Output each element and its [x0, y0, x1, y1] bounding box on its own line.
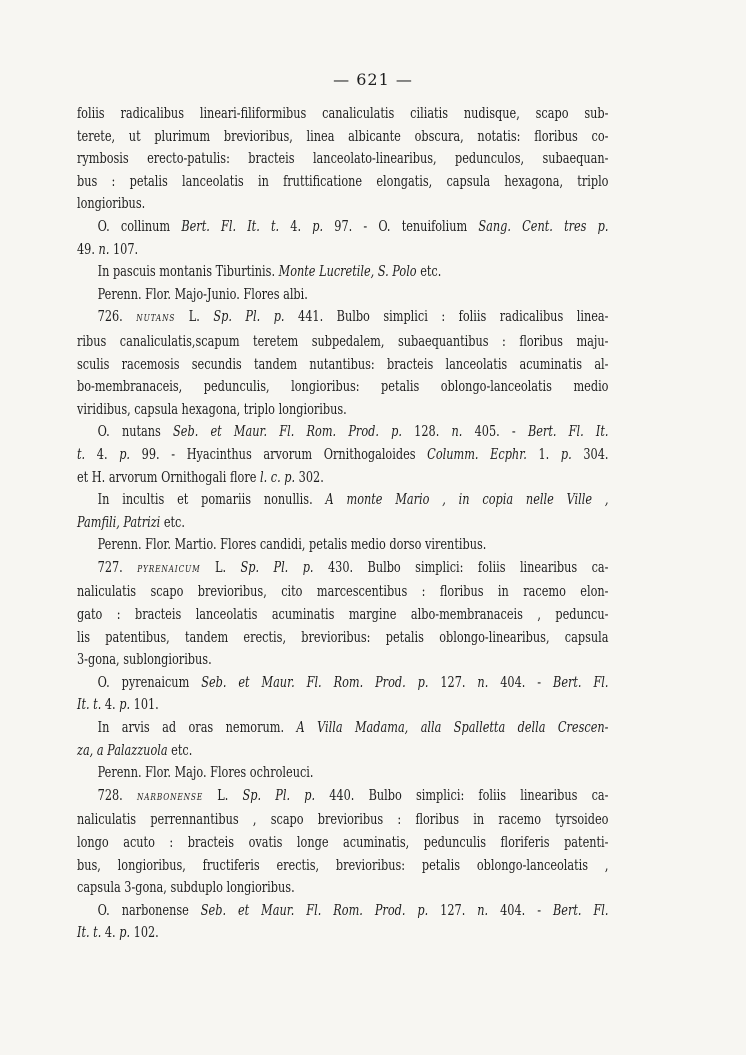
text-line — [77, 900, 608, 923]
text-line — [77, 306, 608, 331]
text-run: 128. — [401, 423, 452, 441]
text-run: 3-gona, sublongioribus. — [77, 651, 212, 669]
text-run: etc. — [416, 263, 442, 281]
text-line — [77, 785, 608, 810]
smallcaps-run: NARBONENSE — [136, 791, 204, 803]
text-line — [77, 239, 608, 262]
text-line — [77, 354, 608, 377]
text-line — [77, 467, 608, 490]
text-run: O. collinum — [97, 217, 182, 235]
text-line — [77, 216, 608, 239]
text-line — [77, 557, 608, 582]
italic-run: Bert. Fl. It. t. — [181, 217, 280, 235]
text-run: bus, longioribus, fructiferis erectis, brevioribus: petalis oblongo-lanceolatis , — [77, 856, 609, 874]
italic-run: Sang. Cent. tres p. — [478, 217, 609, 235]
text-run: L. — [200, 558, 241, 576]
text-line — [77, 604, 608, 627]
italic-run: It. t. — [77, 696, 102, 714]
text-run: 49. — [77, 240, 99, 258]
text-run: 405. - — [462, 423, 528, 441]
text-run: longioribus. — [77, 195, 146, 213]
text-run: Perenn. Flor. Majo-Junio. Flores albi. — [97, 285, 308, 303]
italic-run: t. — [77, 445, 86, 463]
italic-run: p. — [560, 445, 572, 463]
text-run: et H. arvorum Ornithogali flore — [77, 468, 260, 486]
italic-run: Seb. et Maur. Fl. Rom. Prod. p. — [200, 901, 429, 919]
text-run: 430. Bulbo simplici: foliis linearibus ca- — [313, 558, 609, 576]
text-line — [77, 534, 608, 557]
text-run: Perenn. Flor. Martio. Flores candidi, petalis medio dorso virentibus. — [97, 536, 487, 554]
text-run: viridibus, capsula hexagona, triplo longioribus. — [77, 400, 347, 418]
text-run: 304. — [571, 445, 609, 463]
italic-run: A monte Mario , in copia nelle Ville , — [325, 491, 609, 509]
italic-run: n. — [451, 423, 463, 441]
text-run: 4. — [279, 217, 313, 235]
text-run: Perenn. Flor. Majo. Flores ochroleuci. — [97, 764, 314, 782]
text-run: 102. — [130, 924, 159, 942]
italic-run: n. — [477, 901, 489, 919]
text-line — [77, 103, 608, 126]
text-run: foliis radicalibus lineari-filiformibus canaliculatis ciliatis nudisque, scapo sub- — [77, 105, 609, 122]
text-line — [77, 717, 608, 740]
text-run: naliculatis scapo brevioribus, cito marcescentibus : floribus in racemo elon- — [77, 583, 609, 601]
text-line — [77, 193, 608, 216]
text-run: capsula 3-gona, subduplo longioribus. — [77, 879, 295, 897]
text-line — [77, 855, 608, 878]
text-line — [77, 489, 608, 512]
text-line — [77, 444, 608, 467]
text-run: 727. — [97, 558, 138, 576]
text-line — [77, 672, 608, 695]
italic-run: Sp. Pl. p. — [240, 558, 314, 576]
text-line — [77, 421, 608, 444]
italic-run: Seb. et Maur. Fl. Rom. Prod. p. — [201, 673, 429, 691]
italic-run: It. t. — [77, 924, 102, 942]
text-run: ribus canaliculatis,scapum teretem subpedalem, subaequantibus : floribus maju- — [77, 332, 609, 350]
italic-run: Monte Lucretile, S. Polo — [278, 263, 417, 281]
text-run: etc. — [160, 513, 185, 531]
text-run: O. pyrenaicum — [97, 673, 202, 691]
text-run: L. — [203, 786, 243, 804]
italic-run: l. c. p. — [259, 468, 296, 486]
text-line — [77, 512, 608, 535]
text-run: bus : petalis lanceolatis in fruttificatione elongatis, capsula hexagona, triplo — [77, 172, 609, 190]
text-run: 101. — [130, 696, 159, 714]
italic-run: p. — [312, 217, 324, 235]
text-line — [77, 762, 608, 785]
text-line — [77, 126, 608, 149]
text-run: 728. — [97, 786, 137, 804]
text-line — [77, 261, 608, 284]
text-run: 404. - — [488, 901, 553, 919]
text-run: 726. — [97, 308, 137, 326]
text-line — [77, 399, 608, 422]
text-run: 302. — [295, 468, 324, 486]
text-run: terete, ut plurimum brevioribus, linea albicante obscura, notatis: floribus co- — [77, 127, 609, 145]
text-run: gato : bracteis lanceolatis acuminatis margine albo-membranaceis , peduncu- — [77, 606, 609, 624]
text-run: sculis racemosis secundis tandem nutantibus: bracteis lanceolatis acuminatis al- — [77, 355, 609, 373]
text-line — [77, 877, 608, 900]
text-run: 127. — [428, 901, 478, 919]
text-lines — [77, 103, 608, 945]
text-run: 404. - — [488, 673, 554, 691]
italic-run: Pamfili, Patrizi — [77, 513, 161, 531]
italic-run: n. — [477, 673, 489, 691]
text-run: L. — [175, 308, 214, 326]
italic-run: Sp. Pl. p. — [242, 786, 316, 804]
text-run: 441. Bulbo simplici : foliis radicalibus linea- — [284, 308, 609, 326]
italic-run: p. — [119, 445, 131, 463]
italic-run: A Villa Madama, alla Spalletta della Crescen- — [296, 719, 609, 737]
text-run: etc. — [167, 741, 193, 759]
text-line — [77, 284, 608, 307]
italic-run: p. — [119, 696, 131, 714]
italic-run: Seb. et Maur. Fl. Rom. Prod. p. — [173, 423, 402, 441]
text-run: bo-membranaceis, pedunculis, longioribus: petalis oblongo-lanceolatis medio — [77, 378, 609, 396]
text-run: lis patentibus, tandem erectis, brevioribus: petalis oblongo-linearibus, capsula — [77, 628, 609, 646]
italic-run: Bert. Fl. — [552, 901, 609, 919]
text-run: In pascuis montanis Tiburtinis. — [97, 263, 279, 281]
italic-run: Bert. Fl. — [553, 673, 609, 691]
text-run: O. narbonense — [97, 901, 201, 919]
page-number: — 621 — — [333, 70, 413, 89]
text-line — [77, 148, 608, 171]
italic-run: Sp. Pl. p. — [213, 308, 285, 326]
text-run: 127. — [428, 673, 478, 691]
text-line — [77, 649, 608, 672]
text-line — [77, 581, 608, 604]
italic-run: p. — [119, 924, 131, 942]
text-line — [77, 832, 608, 855]
text-run: rymbosis erecto-patulis: bracteis lanceolato-linearibus, pedunculos, subaequan- — [77, 150, 609, 168]
text-run: In incultis et pomariis nonullis. — [97, 491, 326, 509]
italic-run: n. — [98, 240, 110, 258]
italic-run: Columm. Ecphr. — [427, 445, 527, 463]
text-line — [77, 171, 608, 194]
text-line — [77, 809, 608, 832]
text-run: 4. — [101, 696, 120, 714]
smallcaps-run: PYRENAICUM — [137, 563, 201, 575]
text-run: 97. - O. tenuifolium — [323, 217, 479, 235]
text-run: In arvis ad oras nemorum. — [97, 719, 297, 737]
text-run: O. nutans — [97, 423, 174, 441]
body-text — [77, 103, 609, 945]
text-run: longo acuto : bracteis ovatis longe acuminatis, pedunculis floriferis patenti- — [77, 834, 609, 851]
text-run: naliculatis perrennantibus , scapo brevioribus : floribus in racemo tyrsoideo — [77, 811, 609, 829]
text-line — [77, 694, 608, 717]
text-line — [77, 922, 608, 945]
italic-run: za, a Palazzuola — [77, 741, 168, 759]
text-line — [77, 627, 608, 650]
smallcaps-run: NUTANS — [136, 313, 176, 325]
text-run: 440. Bulbo simplici: foliis linearibus ca- — [315, 786, 609, 804]
text-run: 1. — [526, 445, 561, 463]
text-run: 107. — [109, 240, 139, 258]
text-run: 4. — [101, 924, 120, 942]
text-line — [77, 376, 608, 399]
text-line — [77, 740, 608, 763]
text-line — [77, 331, 608, 354]
italic-run: Bert. Fl. It. — [527, 423, 609, 441]
text-run: 4. — [85, 445, 120, 463]
text-run: 99. - Hyacinthus arvorum Ornithogaloides — [130, 445, 428, 463]
